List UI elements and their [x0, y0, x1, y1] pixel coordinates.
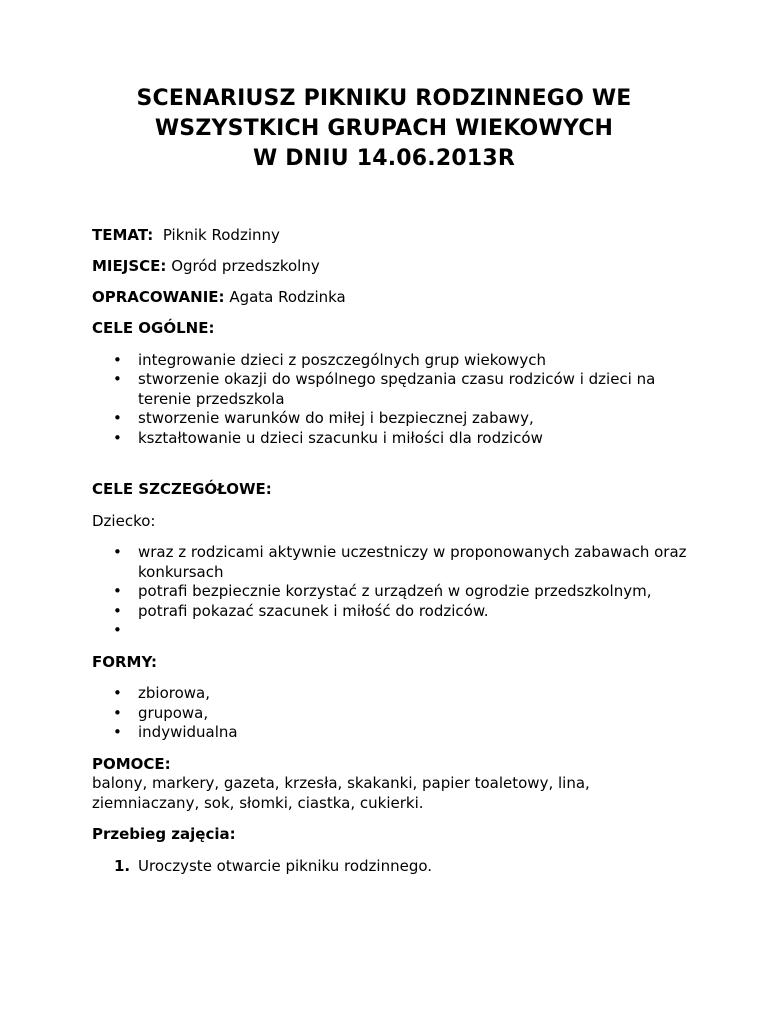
list-item: • indywidualna	[113, 723, 238, 741]
list-item: • stworzenie okazji do wspólnego spędzania czasu rodziców i dzieci na terenie przedszkola	[113, 370, 656, 408]
bullet-icon: •	[113, 703, 122, 722]
list-item: • grupowa,	[113, 703, 209, 722]
cele-szczegolowe-heading: CELE SZCZEGÓŁOWE:	[92, 480, 272, 498]
bullet-icon: •	[113, 409, 122, 427]
cele-szczegolowe-list	[92, 543, 692, 641]
title-line-3: W DNIU 14.06.2013R	[252, 146, 516, 171]
formy-list	[92, 684, 692, 743]
pomoce-heading: POMOCE:	[92, 754, 171, 773]
bullet-icon: •	[113, 428, 122, 447]
title-line-1: SCENARIUSZ PIKNIKU RODZINNEGO WE	[136, 86, 632, 111]
opracowanie-value: Agata Rodzinka	[229, 288, 346, 306]
cele-ogolne-heading: CELE OGÓLNE:	[92, 319, 215, 337]
formy-heading: FORMY:	[92, 652, 158, 671]
opracowanie-label: OPRACOWANIE:	[92, 288, 225, 306]
cele-szczegolowe-intro: Dziecko:	[92, 511, 156, 530]
list-item: • zbiorowa,	[113, 684, 210, 702]
document-body	[92, 226, 692, 876]
temat-field	[92, 226, 692, 246]
bullet-icon: •	[113, 350, 122, 369]
miejsce-value: Ogród przedszkolny	[171, 257, 320, 275]
bullet-icon: •	[113, 684, 122, 702]
list-item: • integrowanie dzieci z poszczególnych grup wiekowych	[113, 350, 546, 369]
bullet-icon: •	[113, 543, 122, 561]
list-item: 1. Uroczyste otwarcie pikniku rodzinnego.	[114, 856, 433, 875]
miejsce-label: MIEJSCE:	[92, 257, 167, 275]
bullet-icon: •	[113, 723, 122, 741]
temat-value: Piknik Rodzinny	[162, 226, 280, 244]
bullet-icon: •	[113, 621, 122, 639]
list-number: 1.	[114, 856, 131, 875]
document-title	[60, 84, 708, 174]
opracowanie-field	[92, 288, 692, 308]
title-line-2: WSZYSTKICH GRUPACH WIEKOWYCH	[154, 116, 614, 141]
cele-ogolne-list	[92, 351, 692, 449]
list-item: • potrafi bezpiecznie korzystać z urządzeń w ogrodzie przedszkolnym,	[113, 582, 652, 600]
przebieg-heading: Przebieg zajęcia:	[92, 825, 236, 843]
bullet-icon: •	[113, 601, 122, 620]
list-item	[92, 621, 692, 641]
pomoce-text: balony, markery, gazeta, krzesła, skakanki, papier toaletowy, lina, ziemniaczany, sok, słomki, ciastka, cukierki.	[92, 774, 590, 812]
list-item: • kształtowanie u dzieci szacunku i miłości dla rodziców	[113, 428, 543, 447]
bullet-icon: •	[113, 370, 122, 388]
list-item: • wraz z rodzicami aktywnie uczestniczy w proponowanych zabawach oraz konkursach	[113, 543, 687, 581]
list-item: • potrafi pokazać szacunek i miłość do rodziców.	[113, 601, 489, 620]
temat-label: TEMAT:	[92, 226, 154, 244]
bullet-icon: •	[113, 582, 122, 600]
przebieg-list	[92, 857, 692, 877]
list-item: • stworzenie warunków do miłej i bezpiecznej zabawy,	[113, 409, 534, 427]
miejsce-field	[92, 257, 692, 277]
